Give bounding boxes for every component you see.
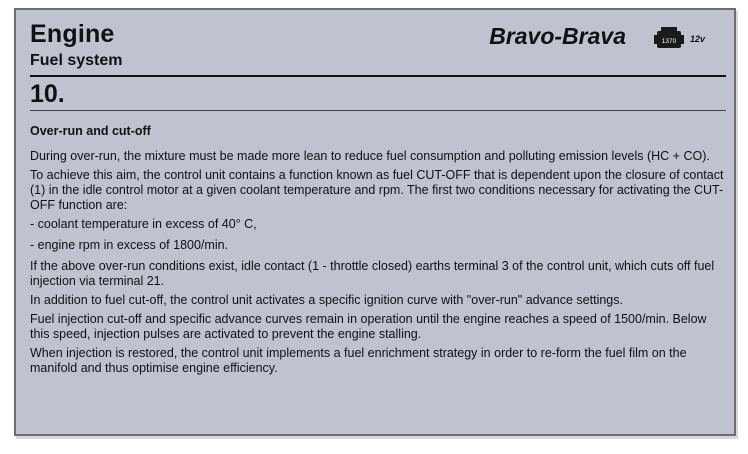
condition-coolant: - coolant temperature in excess of 40° C,: [30, 217, 257, 231]
engine-code-label: 1370: [661, 38, 677, 45]
voltage-label: 12v: [690, 34, 706, 44]
engine-block-icon: [654, 26, 684, 52]
paragraph-speed-threshold: Fuel injection cut-off and specific advance curves remain in operation until the engine reaches a speed of 1500/min. Below this speed, injection pulses are activated to prevent the engine stalling.: [30, 312, 707, 341]
manual-page-panel: [14, 8, 736, 436]
paragraph-idle-contact: If the above over-run conditions exist, idle contact (1 - throttle closed) earths terminal 3 of the control unit, which cuts off fuel injection via terminal 21.: [30, 259, 715, 288]
paragraph-ignition-curve: In addition to fuel cut-off, the control unit activates a specific ignition curve with "over-run" advance settings.: [30, 293, 623, 307]
topic-heading: Over-run and cut-off: [30, 124, 151, 138]
paragraph-enrichment: When injection is restored, the control unit implements a fuel enrichment strategy in order to re-form the fuel film on the manifold and thus optimise engine efficiency.: [30, 346, 687, 375]
model-name: Bravo-Brava: [489, 23, 626, 49]
subsection-title: Fuel system: [30, 52, 123, 69]
page-number-divider: [30, 110, 726, 111]
section-title: Engine: [30, 20, 115, 48]
page-number: 10.: [30, 80, 65, 108]
body-text: [30, 149, 726, 380]
condition-rpm: - engine rpm in excess of 1800/min.: [30, 238, 229, 252]
header-divider: [30, 75, 726, 77]
paragraph-cutoff-function: To achieve this aim, the control unit contains a function known as fuel CUT-OFF that is dependent upon the closure of contact (1) in the idle control motor at a given coolant temperature and rpm. The first two conditions necessary for activating the CUT-OFF function are:: [30, 168, 724, 212]
paragraph-intro: During over-run, the mixture must be made more lean to reduce fuel consumption and polluting emission levels (HC + CO).: [30, 149, 710, 163]
